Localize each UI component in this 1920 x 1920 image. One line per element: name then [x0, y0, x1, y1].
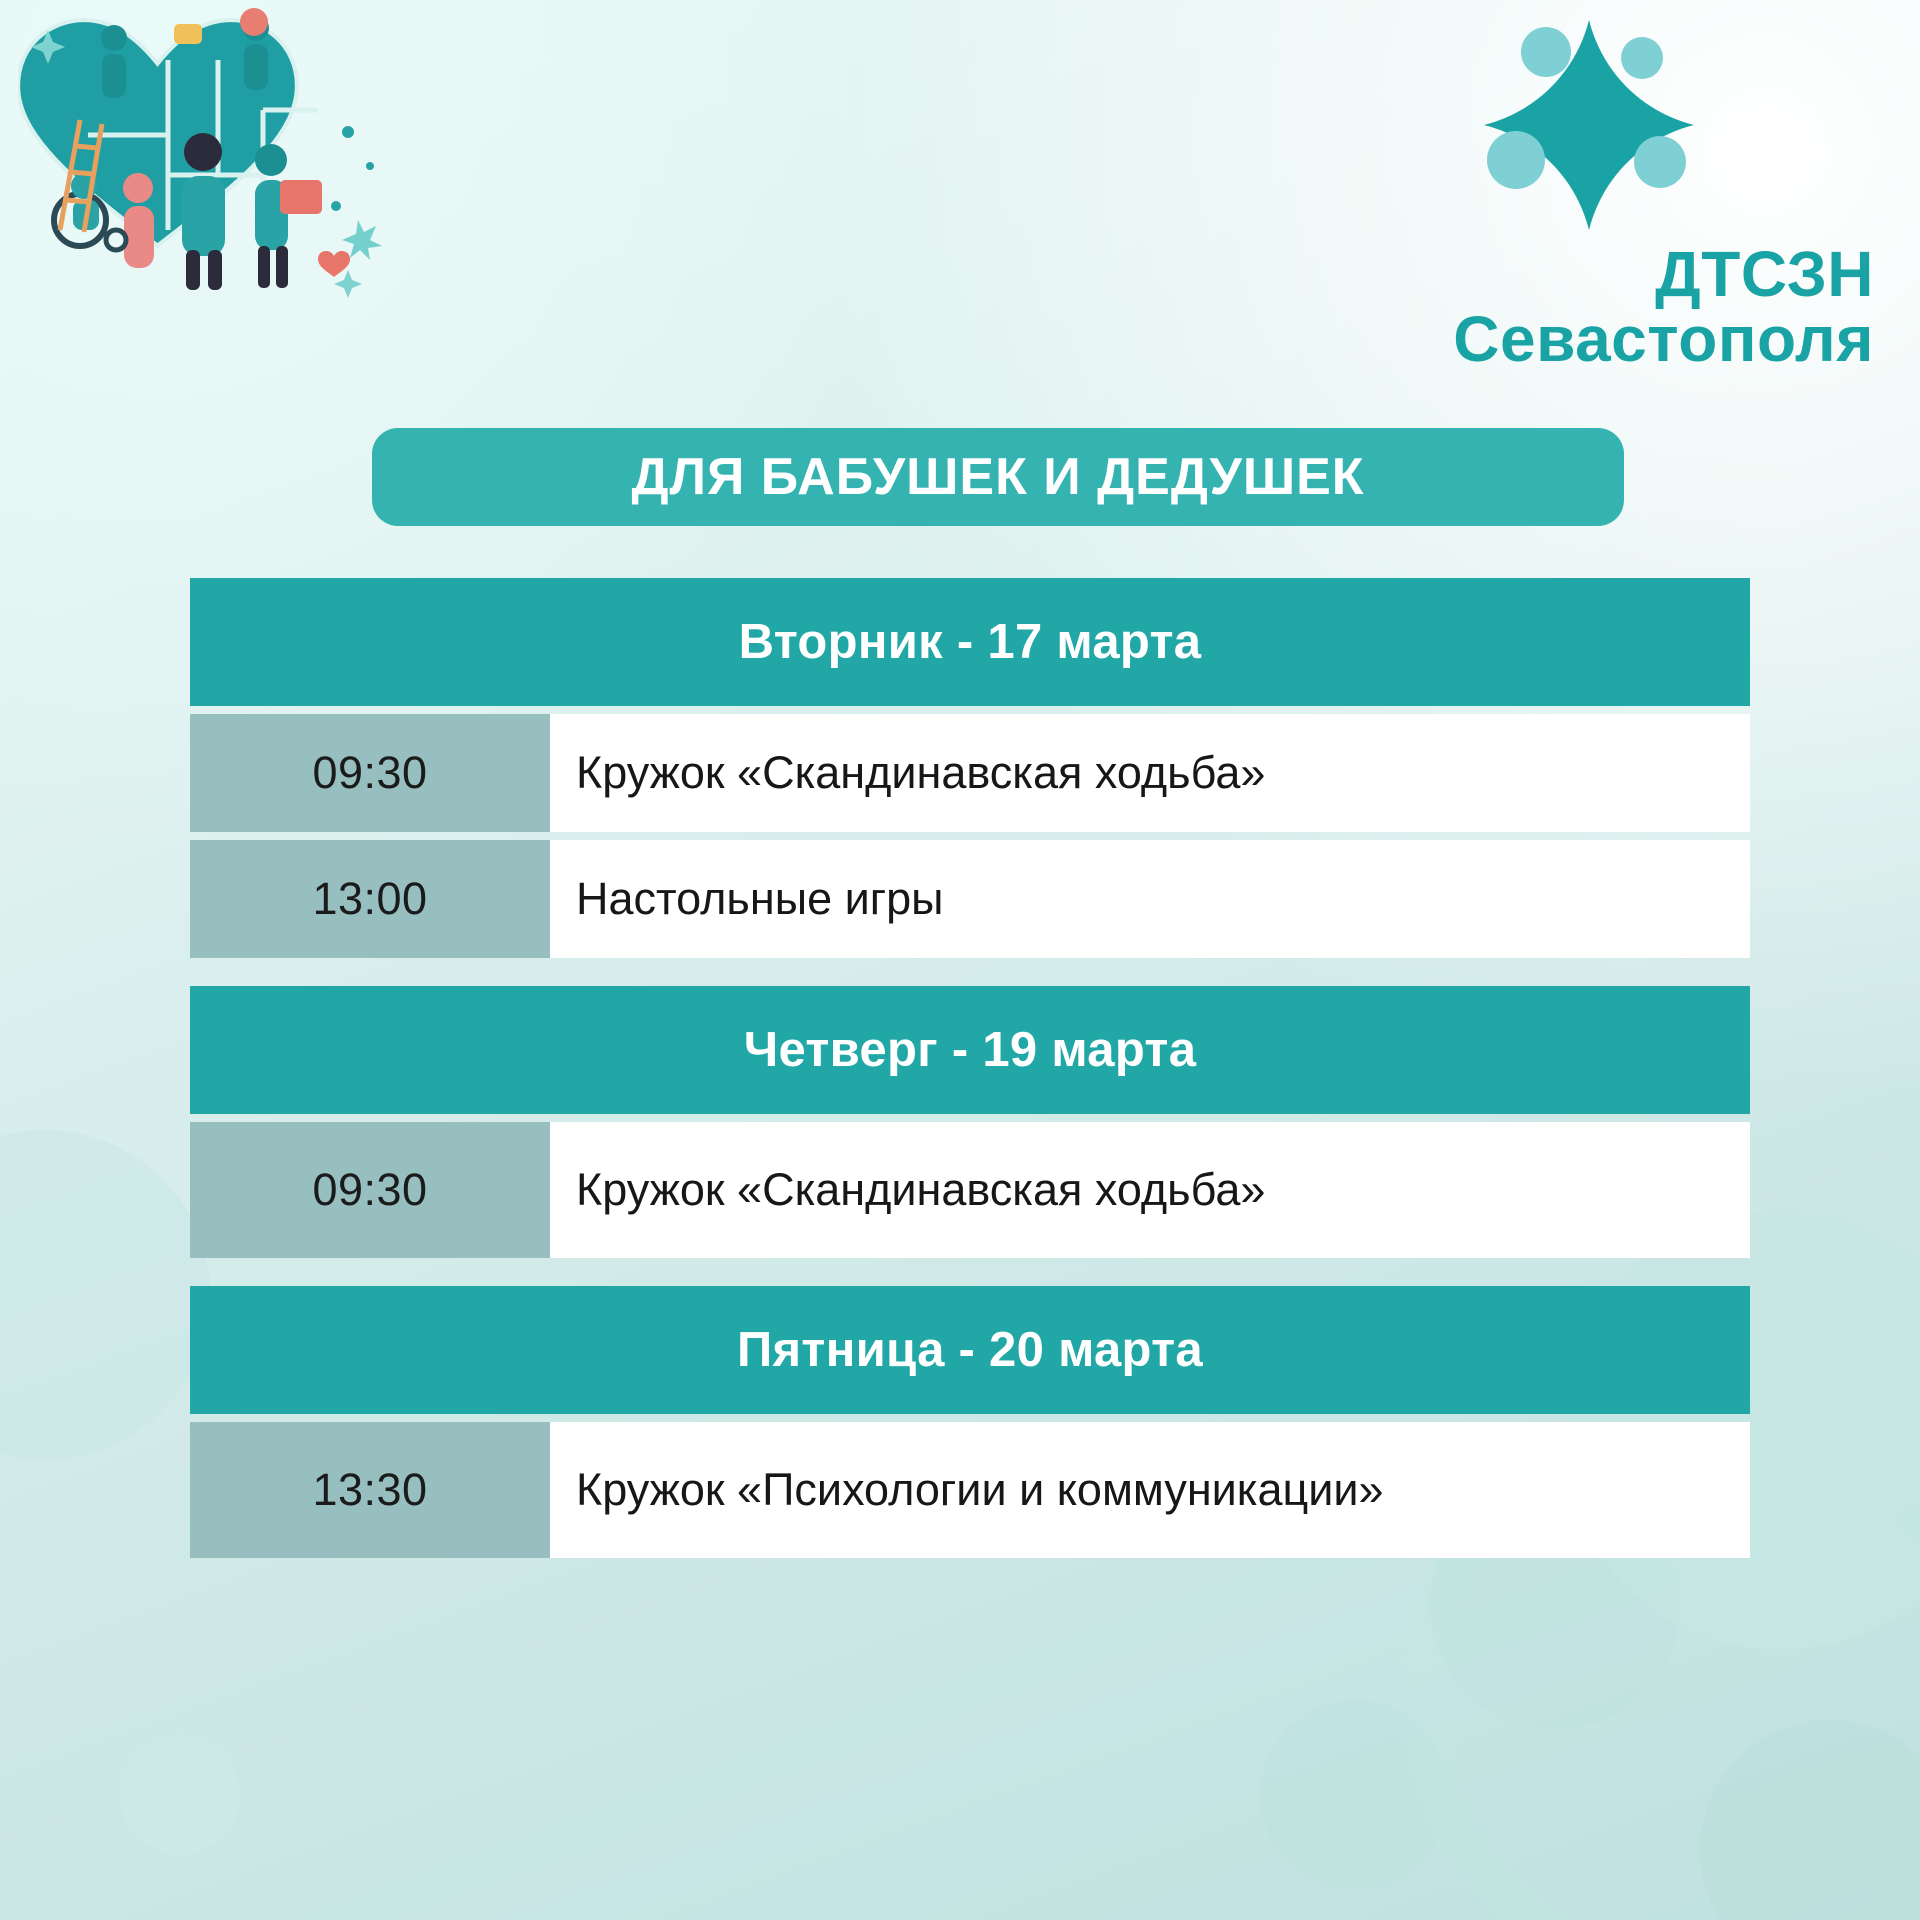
- background-blob: [0, 1130, 210, 1460]
- background-blob: [1700, 1720, 1920, 1920]
- logo-name-line2: Севастополя: [1453, 303, 1874, 376]
- page-title: [372, 428, 1624, 526]
- day-header-tuesday: [190, 578, 1750, 706]
- row-event: Кружок «Психологии и коммуникации»: [550, 1422, 1750, 1558]
- schedule-row: [190, 1122, 1750, 1258]
- background-blob: [1260, 1700, 1450, 1890]
- row-time: 13:00: [190, 840, 550, 958]
- schedule-row: [190, 1422, 1750, 1558]
- day-header-label: Четверг - 19 марта: [743, 1023, 1197, 1077]
- four-point-star-dots-icon: [1474, 10, 1704, 240]
- background-blob: [120, 1735, 240, 1855]
- row-time: 09:30: [190, 714, 550, 832]
- day-header-label: Вторник - 17 марта: [738, 615, 1202, 669]
- day-header-friday: [190, 1286, 1750, 1414]
- row-event: Кружок «Скандинавская ходьба»: [550, 1122, 1750, 1258]
- page-title-text: ДЛЯ БАБУШЕК И ДЕДУШЕК: [631, 448, 1365, 506]
- people-heart-puzzle-illustration: [18, 0, 468, 360]
- organization-logo: [1334, 10, 1874, 376]
- day-header-thursday: [190, 986, 1750, 1114]
- schedule-row: [190, 714, 1750, 832]
- row-event: Кружок «Скандинавская ходьба»: [550, 714, 1750, 832]
- row-time: 13:30: [190, 1422, 550, 1558]
- schedule-row: [190, 840, 1750, 958]
- logo-name-line1: ДТСЗН: [1655, 238, 1874, 310]
- row-time: 09:30: [190, 1122, 550, 1258]
- schedule-list: [190, 578, 1750, 1558]
- row-event: Настольные игры: [550, 840, 1750, 958]
- day-header-label: Пятница - 20 марта: [737, 1323, 1203, 1377]
